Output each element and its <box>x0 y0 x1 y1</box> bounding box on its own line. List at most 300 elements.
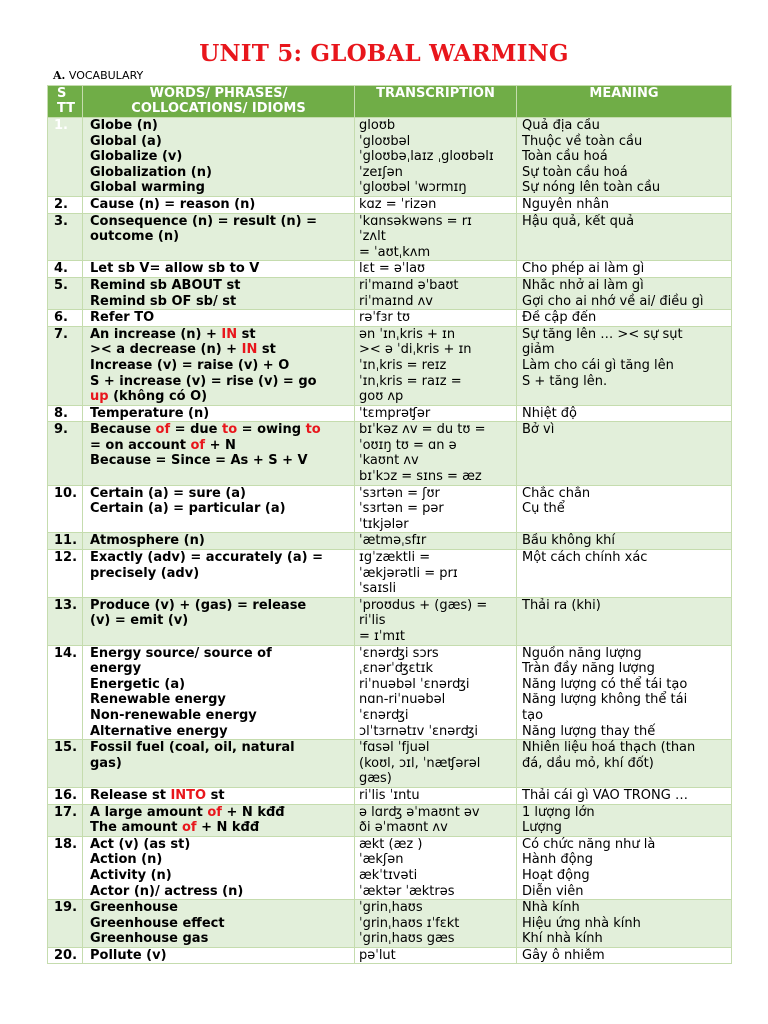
highlighted-keyword: of <box>207 804 222 820</box>
meaning-line: Nguồn năng lượng <box>522 645 642 661</box>
row-number: 11. <box>48 533 83 550</box>
meaning-line: Năng lượng không thể tái <box>522 692 688 708</box>
highlighted-keyword: IN <box>241 342 258 358</box>
section-label: VOCABULARY <box>68 69 144 82</box>
meaning-line: Một cách chính xác <box>522 550 648 566</box>
transcription-line: ˈkaʊnt ʌv <box>359 453 419 469</box>
term-line <box>90 261 351 277</box>
meaning-line: Nguyên nhân <box>522 196 609 212</box>
transcription-line: ˈsɜrtən = ʃʊr <box>359 485 440 501</box>
meaning-cell <box>517 550 732 598</box>
table-row <box>48 550 732 598</box>
transcription-line: ˈæktər ˈæktrəs <box>359 883 455 899</box>
meaning-cell <box>517 787 732 804</box>
term-cell <box>83 213 355 261</box>
term-cell <box>83 597 355 645</box>
term-line <box>90 566 351 582</box>
term-cell <box>83 900 355 948</box>
column-header-words-line1: WORDS/ PHRASES/ <box>149 86 288 101</box>
term-line <box>90 422 351 438</box>
term-text: st <box>237 326 256 342</box>
meaning-line: S + tăng lên. <box>522 373 608 389</box>
term-line <box>90 294 351 310</box>
transcription-line: ɪgˈzæktli = <box>359 550 431 566</box>
term-text: Release st <box>90 787 171 803</box>
term-line <box>90 310 351 326</box>
meaning-line: Nhà kính <box>522 900 580 916</box>
transcription-cell <box>355 804 517 836</box>
meaning-cell <box>517 213 732 261</box>
term-line <box>90 692 351 708</box>
transcription-line: rəˈfɜr tʊ <box>359 310 411 326</box>
table-row <box>48 597 732 645</box>
table-row <box>48 310 732 327</box>
row-number: 8. <box>48 405 83 422</box>
term-line <box>90 134 351 150</box>
column-header-transcription: TRANSCRIPTION <box>355 86 517 118</box>
column-header-words-line2: COLLOCATIONS/ IDIOMS <box>131 101 306 116</box>
highlighted-keyword: IN <box>221 326 238 342</box>
transcription-line: bɪˈkɔz = sɪns = æz <box>359 469 482 485</box>
transcription-line: ˈsaɪsli <box>359 581 397 597</box>
term-line <box>90 788 351 804</box>
term-line <box>90 708 351 724</box>
term-text: = owing <box>237 422 306 438</box>
term-cell <box>83 804 355 836</box>
table-row <box>48 900 732 948</box>
term-line <box>90 342 351 358</box>
term-line <box>90 149 351 165</box>
meaning-line: Làm cho cái gì tăng lên <box>522 357 674 373</box>
meaning-cell <box>517 196 732 213</box>
table-row <box>48 277 732 309</box>
transcription-cell <box>355 213 517 261</box>
transcription-line: ˌɛnərˈʤɛtɪk <box>359 661 433 677</box>
meaning-line: Đề cập đến <box>522 310 597 326</box>
meaning-cell <box>517 740 732 788</box>
row-number: 2. <box>48 196 83 213</box>
meaning-cell <box>517 118 732 197</box>
term-text: st <box>206 787 225 803</box>
transcription-line: bɪˈkəz ʌv = du tʊ = <box>359 422 486 438</box>
row-number: 12. <box>48 550 83 598</box>
meaning-cell <box>517 405 732 422</box>
meaning-line: Khí nhà kính <box>522 931 603 947</box>
term-line <box>90 327 351 343</box>
transcription-cell <box>355 947 517 964</box>
transcription-line: (koʊl, ɔɪl, ˈnæʧərəl <box>359 755 481 771</box>
meaning-cell <box>517 804 732 836</box>
term-line <box>90 214 351 230</box>
table-row <box>48 533 732 550</box>
term-line <box>90 852 351 868</box>
term-line <box>90 550 351 566</box>
transcription-cell <box>355 118 517 197</box>
term-line <box>90 453 351 469</box>
term-text: Non-renewable energy <box>90 707 257 723</box>
transcription-line: ði əˈmaʊnt ʌv <box>359 820 448 836</box>
table-row <box>48 196 732 213</box>
term-cell <box>83 485 355 533</box>
meaning-line: Sự nóng lên toàn cầu <box>522 180 661 196</box>
term-text: Remind sb OF sb/ st <box>90 293 237 309</box>
row-number: 17. <box>48 804 83 836</box>
transcription-line: ˈɛnərʤi sɔrs <box>359 645 439 661</box>
term-text: Global warming <box>90 180 205 196</box>
transcription-line: ˈtɛmprəʧər <box>359 405 431 421</box>
transcription-cell <box>355 261 517 278</box>
term-cell <box>83 422 355 485</box>
transcription-cell <box>355 277 517 309</box>
table-row <box>48 740 732 788</box>
vocabulary-table <box>47 85 732 964</box>
term-text: Activity (n) <box>90 867 172 883</box>
term-line <box>90 118 351 134</box>
meaning-line: Gợi cho ai nhớ về ai/ điều gì <box>522 293 704 309</box>
transcription-line: ˈækjərətli = prɪ <box>359 565 458 581</box>
transcription-line: riˈmaɪnd ʌv <box>359 293 434 309</box>
term-text: Energetic (a) <box>90 676 186 692</box>
term-line <box>90 916 351 932</box>
highlighted-keyword: of <box>155 422 171 438</box>
meaning-cell <box>517 597 732 645</box>
transcription-line: ˈɪnˌkris = raɪz = <box>359 373 462 389</box>
term-text: Renewable energy <box>90 692 226 708</box>
highlighted-keyword: to <box>305 422 321 438</box>
term-cell <box>83 261 355 278</box>
term-text: Globe (n) <box>90 118 158 133</box>
transcription-line: ˈækʃən <box>359 852 404 868</box>
term-line <box>90 661 351 677</box>
column-header-stt <box>48 86 83 118</box>
term-line <box>90 677 351 693</box>
meaning-line: Năng lượng có thể tái tạo <box>522 676 688 692</box>
transcription-cell <box>355 405 517 422</box>
term-text: = due <box>170 422 222 438</box>
term-cell <box>83 196 355 213</box>
transcription-line: ˈætməˌsfɪr <box>359 533 427 549</box>
term-text: An increase (n) + <box>90 326 222 342</box>
table-row <box>48 485 732 533</box>
transcription-line: nɑn-riˈnuəbəl <box>359 692 446 708</box>
meaning-line: giảm <box>522 342 555 358</box>
meaning-line: Thuộc về toàn cầu <box>522 133 643 149</box>
transcription-line: gæs) <box>359 771 392 787</box>
transcription-line: ˈgrinˌhaʊs ɪˈfɛkt <box>359 915 460 931</box>
term-cell <box>83 118 355 197</box>
meaning-line: Hậu quả, kết quả <box>522 213 635 229</box>
term-text: Greenhouse gas <box>90 931 209 947</box>
term-text: Because <box>90 422 156 438</box>
table-row <box>48 804 732 836</box>
transcription-line: ə lɑrʤ əˈmaʊnt əv <box>359 804 480 820</box>
transcription-line: goʊ ʌp <box>359 389 404 405</box>
transcription-line: pəˈlut <box>359 947 396 963</box>
term-text: Greenhouse <box>90 900 178 916</box>
term-line <box>90 805 351 821</box>
highlighted-keyword: up <box>90 389 109 405</box>
term-text: (không có O) <box>108 389 208 405</box>
term-cell <box>83 787 355 804</box>
term-text: Exactly (adv) = accurately (a) = <box>90 550 323 566</box>
transcription-line: riˈlis ˈɪntu <box>359 787 420 803</box>
meaning-cell <box>517 836 732 899</box>
term-text: energy <box>90 661 142 677</box>
column-header-words <box>83 86 355 118</box>
row-number: 9. <box>48 422 83 485</box>
term-text: + N kđđ <box>196 820 260 836</box>
term-line <box>90 837 351 853</box>
meaning-cell <box>517 261 732 278</box>
transcription-line: ækt (æz ) <box>359 836 423 852</box>
term-cell <box>83 405 355 422</box>
transcription-cell <box>355 326 517 405</box>
meaning-line: Nhiệt độ <box>522 405 578 421</box>
meaning-line: tạo <box>522 707 544 723</box>
term-line <box>90 358 351 374</box>
term-line <box>90 486 351 502</box>
transcription-line: >< ə ˈdiˌkris + ɪn <box>359 342 472 358</box>
term-line <box>90 598 351 614</box>
row-number: 6. <box>48 310 83 327</box>
meaning-line: Thải cái gì VÀO TRONG … <box>522 787 688 803</box>
transcription-cell <box>355 836 517 899</box>
term-cell <box>83 326 355 405</box>
term-text: Action (n) <box>90 852 163 868</box>
term-cell <box>83 740 355 788</box>
meaning-cell <box>517 326 732 405</box>
row-number: 20. <box>48 947 83 964</box>
meaning-line: Hành động <box>522 852 594 868</box>
highlighted-keyword: of <box>190 437 206 453</box>
term-text: Refer TO <box>90 310 155 326</box>
term-line <box>90 374 351 390</box>
transcription-line: riˈlis <box>359 613 386 629</box>
meaning-line: Bở vì <box>522 422 555 438</box>
transcription-cell <box>355 597 517 645</box>
transcription-line: ˈzʌlt <box>359 229 386 245</box>
meaning-line: Quả địa cầu <box>522 118 600 133</box>
term-text: Produce (v) + (gas) = release <box>90 597 307 613</box>
table-row <box>48 836 732 899</box>
transcription-cell <box>355 485 517 533</box>
meaning-cell <box>517 310 732 327</box>
term-line <box>90 406 351 422</box>
term-text: outcome (n) <box>90 229 180 245</box>
meaning-line: Lượng <box>522 820 562 836</box>
meaning-cell <box>517 645 732 740</box>
term-text: Globalize (v) <box>90 149 183 165</box>
row-number: 4. <box>48 261 83 278</box>
meaning-cell <box>517 277 732 309</box>
term-line <box>90 197 351 213</box>
term-text: Fossil fuel (coal, oil, natural <box>90 740 295 756</box>
term-text: Certain (a) = sure (a) <box>90 485 246 501</box>
transcription-line: lɛt = əˈlaʊ <box>359 261 426 277</box>
table-header-row <box>48 86 732 118</box>
row-number: 16. <box>48 787 83 804</box>
term-text: (v) = emit (v) <box>90 613 189 629</box>
term-line <box>90 724 351 740</box>
table-row <box>48 118 732 197</box>
term-text: Increase (v) = raise (v) + O <box>90 357 290 373</box>
term-line <box>90 646 351 662</box>
term-text: Actor (n)/ actress (n) <box>90 883 244 899</box>
row-number: 1. <box>48 118 83 197</box>
transcription-cell <box>355 645 517 740</box>
table-row <box>48 422 732 485</box>
transcription-line: ˈgloʊbəl ˈwɔrmɪŋ <box>359 180 467 196</box>
meaning-line: Năng lượng thay thế <box>522 723 656 739</box>
term-text: Global (a) <box>90 133 162 149</box>
term-line <box>90 229 351 245</box>
term-line <box>90 533 351 549</box>
meaning-cell <box>517 900 732 948</box>
meaning-line: Hiệu ứng nhà kính <box>522 915 641 931</box>
table-row <box>48 213 732 261</box>
meaning-line: Gây ô nhiễm <box>522 947 605 963</box>
row-number: 10. <box>48 485 83 533</box>
term-line <box>90 931 351 947</box>
transcription-cell <box>355 900 517 948</box>
term-text: Certain (a) = particular (a) <box>90 501 286 517</box>
transcription-line: ˈkɑnsəkwəns = rɪ <box>359 213 472 229</box>
term-text: Atmosphere (n) <box>90 533 205 549</box>
transcription-line: = ˈaʊtˌkʌm <box>359 244 431 260</box>
term-line <box>90 501 351 517</box>
transcription-line: ˈɪnˌkris = reɪz <box>359 357 447 373</box>
term-cell <box>83 277 355 309</box>
column-header-stt-line1: S <box>57 86 67 101</box>
meaning-line: Cho phép ai làm gì <box>522 261 645 277</box>
term-line <box>90 389 351 405</box>
term-text: + N <box>205 437 236 453</box>
transcription-cell <box>355 196 517 213</box>
transcription-line: ɔlˈtɜrnətɪv ˈɛnərʤi <box>359 723 478 739</box>
term-text: Pollute (v) <box>90 947 167 963</box>
term-text: Alternative energy <box>90 723 228 739</box>
term-line <box>90 948 351 964</box>
term-text: + N kđđ <box>221 804 285 820</box>
term-text: A large amount <box>90 804 208 820</box>
meaning-line: Chắc chắn <box>522 485 591 501</box>
highlighted-keyword: to <box>222 422 238 438</box>
table-row <box>48 645 732 740</box>
meaning-line: Sự toàn cầu hoá <box>522 164 628 180</box>
transcription-cell <box>355 740 517 788</box>
transcription-line: = ɪˈmɪt <box>359 629 406 644</box>
meaning-line: Diễn viên <box>522 883 584 899</box>
transcription-line: ækˈtɪvəti <box>359 867 418 883</box>
meaning-line: đá, dầu mỏ, khí đốt) <box>522 755 654 771</box>
transcription-cell <box>355 787 517 804</box>
transcription-line: ˈgloʊbəˌlaɪz ˌgloʊbəlɪ <box>359 149 494 165</box>
meaning-line: Tràn đầy năng lượng <box>522 661 655 677</box>
term-cell <box>83 836 355 899</box>
transcription-cell <box>355 422 517 485</box>
transcription-cell <box>355 550 517 598</box>
transcription-line: ˈfɑsəl ˈfjuəl <box>359 740 430 756</box>
term-text: The amount <box>90 820 182 836</box>
meaning-line: Nhiên liệu hoá thạch (than <box>522 740 696 756</box>
term-text: Consequence (n) = result (n) = <box>90 213 318 229</box>
section-letter: A. <box>53 69 66 82</box>
meaning-line: Sự tăng lên … >< sự sụt <box>522 326 683 342</box>
transcription-line: riˈnuəbəl ˈɛnərʤi <box>359 676 470 692</box>
term-cell <box>83 947 355 964</box>
term-line <box>90 868 351 884</box>
term-text: Let sb V= allow sb to V <box>90 261 260 277</box>
meaning-line: Cụ thể <box>522 501 565 517</box>
table-row <box>48 261 732 278</box>
table-body <box>48 118 732 964</box>
transcription-line: ˈgrinˌhaʊs gæs <box>359 931 455 947</box>
row-number: 14. <box>48 645 83 740</box>
transcription-line: ˈtɪkjələr <box>359 516 409 532</box>
transcription-line: ˈgloʊbəl <box>359 133 411 149</box>
highlighted-keyword: INTO <box>170 787 207 803</box>
highlighted-keyword: of <box>181 820 197 836</box>
section-heading <box>53 69 143 82</box>
term-text: Act (v) (as st) <box>90 836 191 852</box>
row-number: 13. <box>48 597 83 645</box>
transcription-cell <box>355 533 517 550</box>
meaning-line: Toàn cầu hoá <box>522 149 608 165</box>
meaning-cell <box>517 422 732 485</box>
term-text: >< a decrease (n) + <box>90 342 242 358</box>
table-row <box>48 405 732 422</box>
term-line <box>90 165 351 181</box>
term-text: Energy source/ source of <box>90 645 272 661</box>
term-text: gas) <box>90 755 122 771</box>
term-text: Globalization (n) <box>90 164 212 180</box>
term-cell <box>83 310 355 327</box>
meaning-line: Bầu không khí <box>522 533 615 549</box>
transcription-line: gloʊb <box>359 118 396 133</box>
transcription-line: ˈgrinˌhaʊs <box>359 900 423 916</box>
meaning-line: Có chức năng như là <box>522 836 656 852</box>
term-line <box>90 438 351 454</box>
term-line <box>90 884 351 900</box>
meaning-cell <box>517 533 732 550</box>
row-number: 7. <box>48 326 83 405</box>
meaning-cell <box>517 947 732 964</box>
term-line <box>90 756 351 772</box>
transcription-line: ˈsɜrtən = pər <box>359 501 444 517</box>
row-number: 18. <box>48 836 83 899</box>
meaning-line: 1 lượng lớn <box>522 804 595 820</box>
term-line <box>90 613 351 629</box>
transcription-line: ˈzeɪʃən <box>359 164 403 180</box>
table-row <box>48 787 732 804</box>
meaning-line: Hoạt động <box>522 867 590 883</box>
term-text: Remind sb ABOUT st <box>90 277 241 293</box>
term-cell <box>83 550 355 598</box>
transcription-line: riˈmaɪnd əˈbaʊt <box>359 277 459 293</box>
column-header-meaning: MEANING <box>517 86 732 118</box>
term-text: Temperature (n) <box>90 405 210 421</box>
page-title: UNIT 5: GLOBAL WARMING <box>199 40 569 67</box>
term-text: precisely (adv) <box>90 565 200 581</box>
term-text: Because = Since = As + S + V <box>90 453 308 469</box>
term-line <box>90 278 351 294</box>
table-row <box>48 947 732 964</box>
transcription-cell <box>355 310 517 327</box>
transcription-line: ən ˈɪnˌkris + ɪn <box>359 326 456 342</box>
transcription-line: ˈoʊɪŋ tʊ = ɑn ə <box>359 437 457 453</box>
table-row <box>48 326 732 405</box>
term-text: = on account <box>90 437 191 453</box>
